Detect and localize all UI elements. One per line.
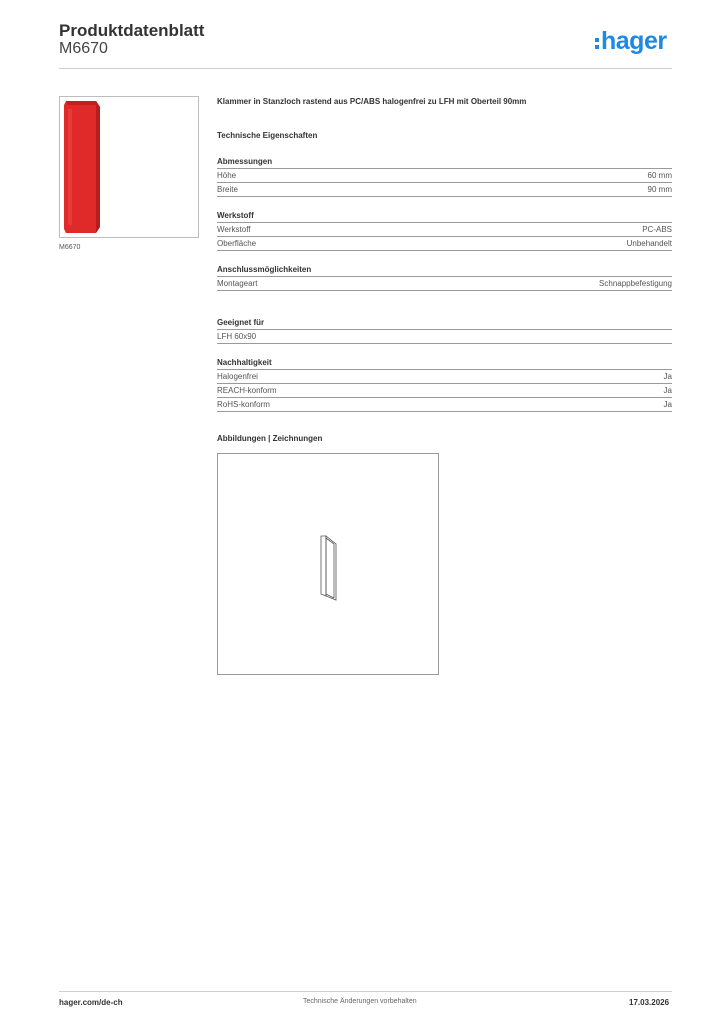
- property-row: [217, 223, 672, 237]
- property-value: Ja: [663, 386, 672, 395]
- group-title: Anschlussmöglichkeiten: [217, 263, 672, 277]
- footer-divider: [59, 991, 672, 992]
- product-description: Klammer in Stanzloch rastend aus PC/ABS halogenfrei zu LFH mit Oberteil 90mm: [217, 97, 527, 106]
- technical-drawing: [217, 453, 439, 675]
- property-label: Werkstoff: [217, 225, 251, 234]
- property-row: [217, 398, 672, 412]
- footer-website: hager.com/de-ch: [59, 998, 123, 1007]
- group-suitable-for: [217, 316, 672, 344]
- property-value: PC-ABS: [642, 225, 672, 234]
- header-divider: [59, 68, 672, 69]
- property-label: LFH 60x90: [217, 332, 257, 341]
- property-row: [217, 330, 672, 344]
- product-clip-photo: [60, 97, 198, 237]
- group-connection: [217, 263, 672, 304]
- property-row: [217, 169, 672, 183]
- property-value: Ja: [663, 372, 672, 381]
- drawings-heading: Abbildungen | Zeichnungen: [217, 434, 323, 443]
- property-label: Breite: [217, 185, 238, 194]
- hager-logo: [595, 29, 667, 54]
- footer-notice: Technische Änderungen vorbehalten: [303, 998, 417, 1005]
- group-title: Abmessungen: [217, 155, 672, 169]
- image-caption: M6670: [59, 244, 81, 251]
- property-value: Unbehandelt: [626, 239, 672, 248]
- logo-text: hager: [601, 27, 667, 55]
- property-label: REACH-konform: [217, 386, 277, 395]
- group-material: [217, 209, 672, 251]
- group-title: Nachhaltigkeit: [217, 356, 672, 370]
- property-value: Ja: [663, 400, 672, 409]
- property-row: [217, 384, 672, 398]
- property-label: Höhe: [217, 171, 237, 180]
- page-title: Produktdatenblatt: [59, 21, 205, 40]
- property-row: [217, 183, 672, 197]
- property-value: 90 mm: [647, 185, 672, 194]
- clip-line-drawing: [218, 454, 438, 674]
- product-details: [217, 96, 672, 424]
- property-value: 60 mm: [647, 171, 672, 180]
- product-code: M6670: [59, 40, 108, 57]
- property-row: [217, 237, 672, 251]
- property-value: Schnappbefestigung: [599, 279, 672, 288]
- property-label: RoHS-konform: [217, 400, 270, 409]
- property-label: Halogenfrei: [217, 372, 258, 381]
- group-title: Werkstoff: [217, 209, 672, 223]
- group-dimensions: [217, 155, 672, 197]
- group-title: Geeignet für: [217, 316, 672, 330]
- technical-heading: Technische Eigenschaften: [217, 131, 318, 140]
- property-label: Montageart: [217, 279, 258, 288]
- logo-dots-icon: [595, 38, 599, 49]
- property-row: [217, 277, 672, 291]
- group-sustainability: [217, 356, 672, 412]
- property-row: [217, 370, 672, 384]
- property-label: Oberfläche: [217, 239, 257, 248]
- product-image: [59, 96, 199, 238]
- footer-date: 17.03.2026: [629, 998, 670, 1007]
